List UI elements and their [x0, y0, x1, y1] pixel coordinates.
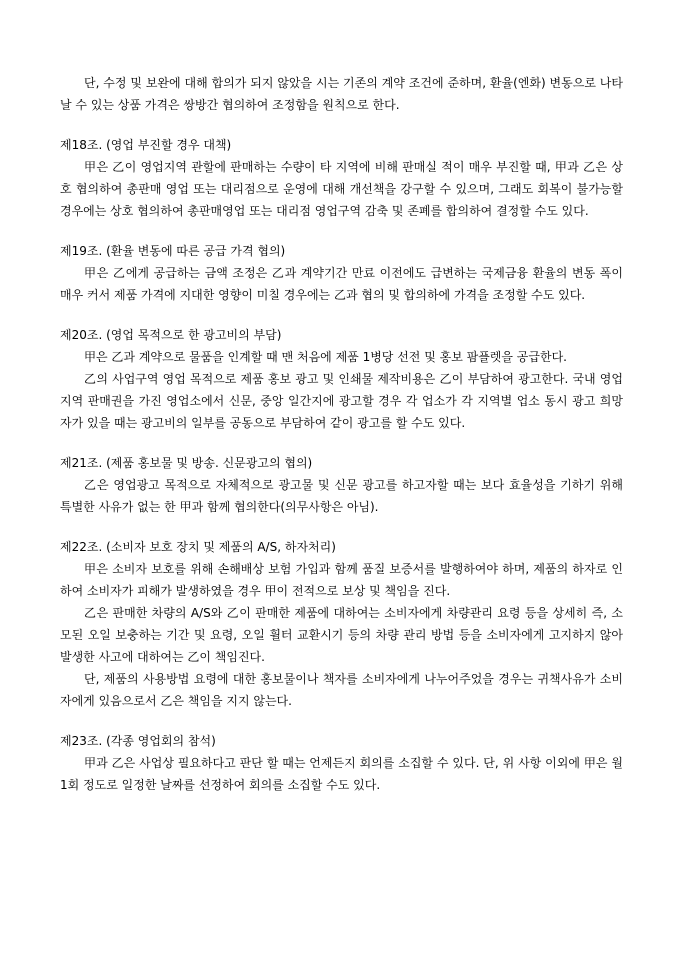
article-title: 제18조. (영업 부진할 경우 대책) — [60, 138, 232, 152]
article-21 — [60, 452, 623, 518]
article-19 — [60, 240, 623, 306]
intro-paragraph: 단, 수정 및 보완에 대해 합의가 되지 않았을 시는 기존의 계약 조건에 준하며, 환율(엔화) 변동으로 나타날 수 있는 상품 가격은 쌍방간 협의하여 조정함을 원칙으로 한다. — [60, 76, 623, 112]
article-title: 제22조. (소비자 보호 장치 및 제품의 A/S, 하자처리) — [60, 540, 336, 554]
article-paragraph: 甲과 乙은 사업상 필요하다고 판단 할 때는 언제든지 회의를 소집할 수 있다. 단, 위 사항 이외에 甲은 월 1회 정도로 일정한 날짜를 선정하여 회의를 소집할 수도 있다. — [60, 756, 623, 792]
article-title: 제23조. (각종 영업회의 참석) — [60, 734, 216, 748]
article-20 — [60, 324, 623, 434]
article-title: 제21조. (제품 홍보물 및 방송. 신문광고의 협의) — [60, 456, 313, 470]
article-22 — [60, 536, 623, 712]
article-title: 제20조. (영업 목적으로 한 광고비의 부담) — [60, 328, 282, 342]
contract-page — [60, 72, 623, 796]
article-paragraph: 甲은 소비자 보호를 위해 손해배상 보험 가입과 함께 품질 보증서를 발행하여야 하며, 제품의 하자로 인하여 소비자가 피해가 발생하였을 경우 甲이 전적으로 보상 및 책임을 진다. — [60, 562, 623, 598]
article-paragraph: 甲은 乙과 계약으로 물품을 인계할 때 맨 처음에 제품 1병당 선전 및 홍보 팜플렛을 공급한다. — [84, 350, 567, 364]
article-paragraph: 단, 제품의 사용방법 요령에 대한 홍보물이나 책자를 소비자에게 나누어주었을 경우는 귀책사유가 소비자에게 있음으로서 乙은 책임을 지지 않는다. — [60, 672, 623, 708]
article-paragraph: 乙은 판매한 차량의 A/S와 乙이 판매한 제품에 대하여는 소비자에게 차량관리 요령 등을 상세히 즉, 소모된 오일 보충하는 기간 및 요령, 오일 휠터 교환시기 등의 차량 관리 방법 등을 소비자에게 고지하지 않아 발생한 사고에 대하여는 乙이 책임진다. — [60, 606, 623, 664]
article-paragraph: 甲은 乙에게 공급하는 금액 조정은 乙과 계약기간 만료 이전에도 급변하는 국제금융 환율의 변동 폭이 매우 커서 제품 가격에 지대한 영향이 미칠 경우에는 乙과 협의 및 합의하에 가격을 조정할 수도 있다. — [60, 266, 623, 302]
article-paragraph: 乙은 영업광고 목적으로 자체적으로 광고물 및 신문 광고를 하고자할 때는 보다 효율성을 기하기 위해 특별한 사유가 없는 한 甲과 함께 협의한다(의무사항은 아님). — [60, 478, 623, 514]
article-paragraph: 甲은 乙이 영업지역 관할에 판매하는 수량이 타 지역에 비해 판매실 적이 매우 부진할 때, 甲과 乙은 상호 협의하여 총판매 영업 또는 대리점으로 운영에 대해 개선책을 강구할 수 있으며, 그래도 회복이 불가능할 경우에는 상호 협의하여 총판매영업 또는 대리점 영업구역 감축 및 존폐를 합의하여 결정할 수도 있다. — [60, 160, 623, 218]
article-paragraph: 乙의 사업구역 영업 목적으로 제품 홍보 광고 및 인쇄물 제작비용은 乙이 부담하여 광고한다. 국내 영업지역 판매권을 가진 영업소에서 신문, 중앙 일간지에 광고할 경우 각 업소가 각 지역별 업소 동시 광고 희망자가 있을 때는 광고비의 일부를 공동으로 부담하여 같이 광고를 할 수도 있다. — [60, 372, 623, 430]
article-18 — [60, 134, 623, 222]
article-title: 제19조. (환율 변동에 따른 공급 가격 협의) — [60, 244, 286, 258]
article-23 — [60, 730, 623, 796]
